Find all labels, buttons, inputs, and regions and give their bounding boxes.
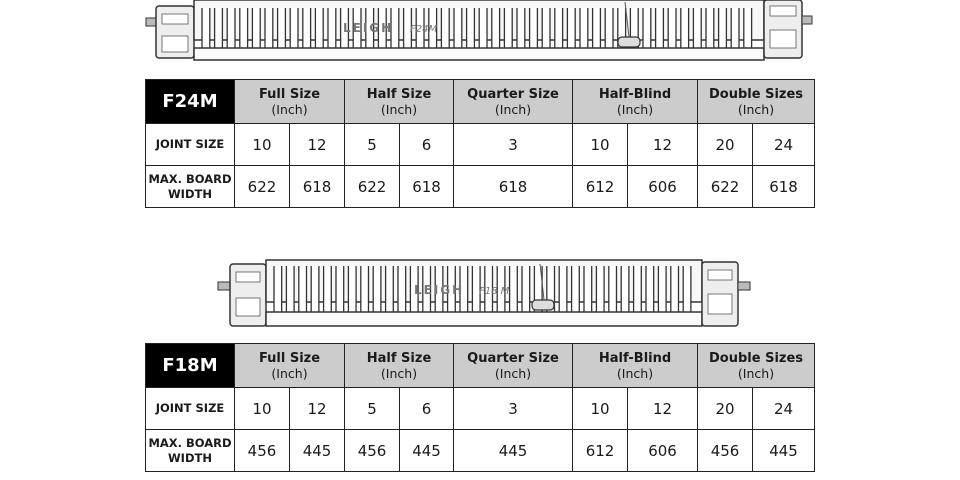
table-cell: 10 [235,124,290,166]
table-cell: 612 [573,430,628,472]
table-cell: 445 [400,430,454,472]
jig-logo: LEIGH [343,21,394,35]
table-cell: 5 [345,124,400,166]
jig-drawing [138,0,818,68]
jig-illustration-f18m [214,252,756,332]
group-header-half-size: Half Size (Inch) [345,344,454,388]
row-label-joint-size: JOINT SIZE [146,388,235,430]
spec-table-f18m [145,343,815,472]
table-cell: 12 [290,124,345,166]
header-row [146,80,815,124]
table-cell: 622 [235,166,290,208]
table-cell: 456 [235,430,290,472]
jig-illustration-f24m [138,0,818,68]
table-cell: 24 [753,124,815,166]
group-header-double-sizes: Double Sizes (Inch) [698,344,815,388]
max-board-width-row [146,430,815,472]
table-cell: 456 [345,430,400,472]
table-cell: 606 [628,166,698,208]
table-cell: 20 [698,124,753,166]
group-header-half-size: Half Size (Inch) [345,80,454,124]
table-cell: 456 [698,430,753,472]
jig-drawing [214,252,756,332]
table-cell: 6 [400,388,454,430]
group-header-full-size: Full Size (Inch) [235,344,345,388]
table-cell: 20 [698,388,753,430]
group-header-half-blind: Half-Blind (Inch) [573,344,698,388]
table-cell: 12 [628,124,698,166]
model-name: F18M [146,344,235,388]
model-name: F24M [146,80,235,124]
table-cell: 445 [753,430,815,472]
table-cell: 606 [628,430,698,472]
spec-table-f24m [145,79,815,208]
group-header-double-sizes: Double Sizes (Inch) [698,80,815,124]
table-cell: 5 [345,388,400,430]
table-cell: 618 [290,166,345,208]
jig-model-label: F24M [410,24,438,35]
max-board-width-row [146,166,815,208]
group-header-half-blind: Half-Blind (Inch) [573,80,698,124]
table-cell: 618 [753,166,815,208]
table-cell: 12 [290,388,345,430]
group-header-full-size: Full Size (Inch) [235,80,345,124]
row-label-max-board-width: MAX. BOARD WIDTH [146,430,235,472]
group-header-quarter-size: Quarter Size (Inch) [454,344,573,388]
joint-size-row [146,388,815,430]
table-cell: 622 [698,166,753,208]
table-cell: 445 [290,430,345,472]
table-cell: 445 [454,430,573,472]
header-row [146,344,815,388]
table-cell: 612 [573,166,628,208]
table-cell: 3 [454,124,573,166]
table-cell: 622 [345,166,400,208]
jig-logo: LEIGH [414,283,465,297]
table-cell: 24 [753,388,815,430]
jig-model-label: F18 M [479,286,510,297]
table-cell: 3 [454,388,573,430]
table-cell: 618 [400,166,454,208]
joint-size-row [146,124,815,166]
group-header-quarter-size: Quarter Size (Inch) [454,80,573,124]
table-cell: 10 [573,124,628,166]
table-cell: 10 [573,388,628,430]
table-cell: 6 [400,124,454,166]
table-cell: 10 [235,388,290,430]
table-cell: 618 [454,166,573,208]
row-label-joint-size: JOINT SIZE [146,124,235,166]
row-label-max-board-width: MAX. BOARD WIDTH [146,166,235,208]
table-cell: 12 [628,388,698,430]
